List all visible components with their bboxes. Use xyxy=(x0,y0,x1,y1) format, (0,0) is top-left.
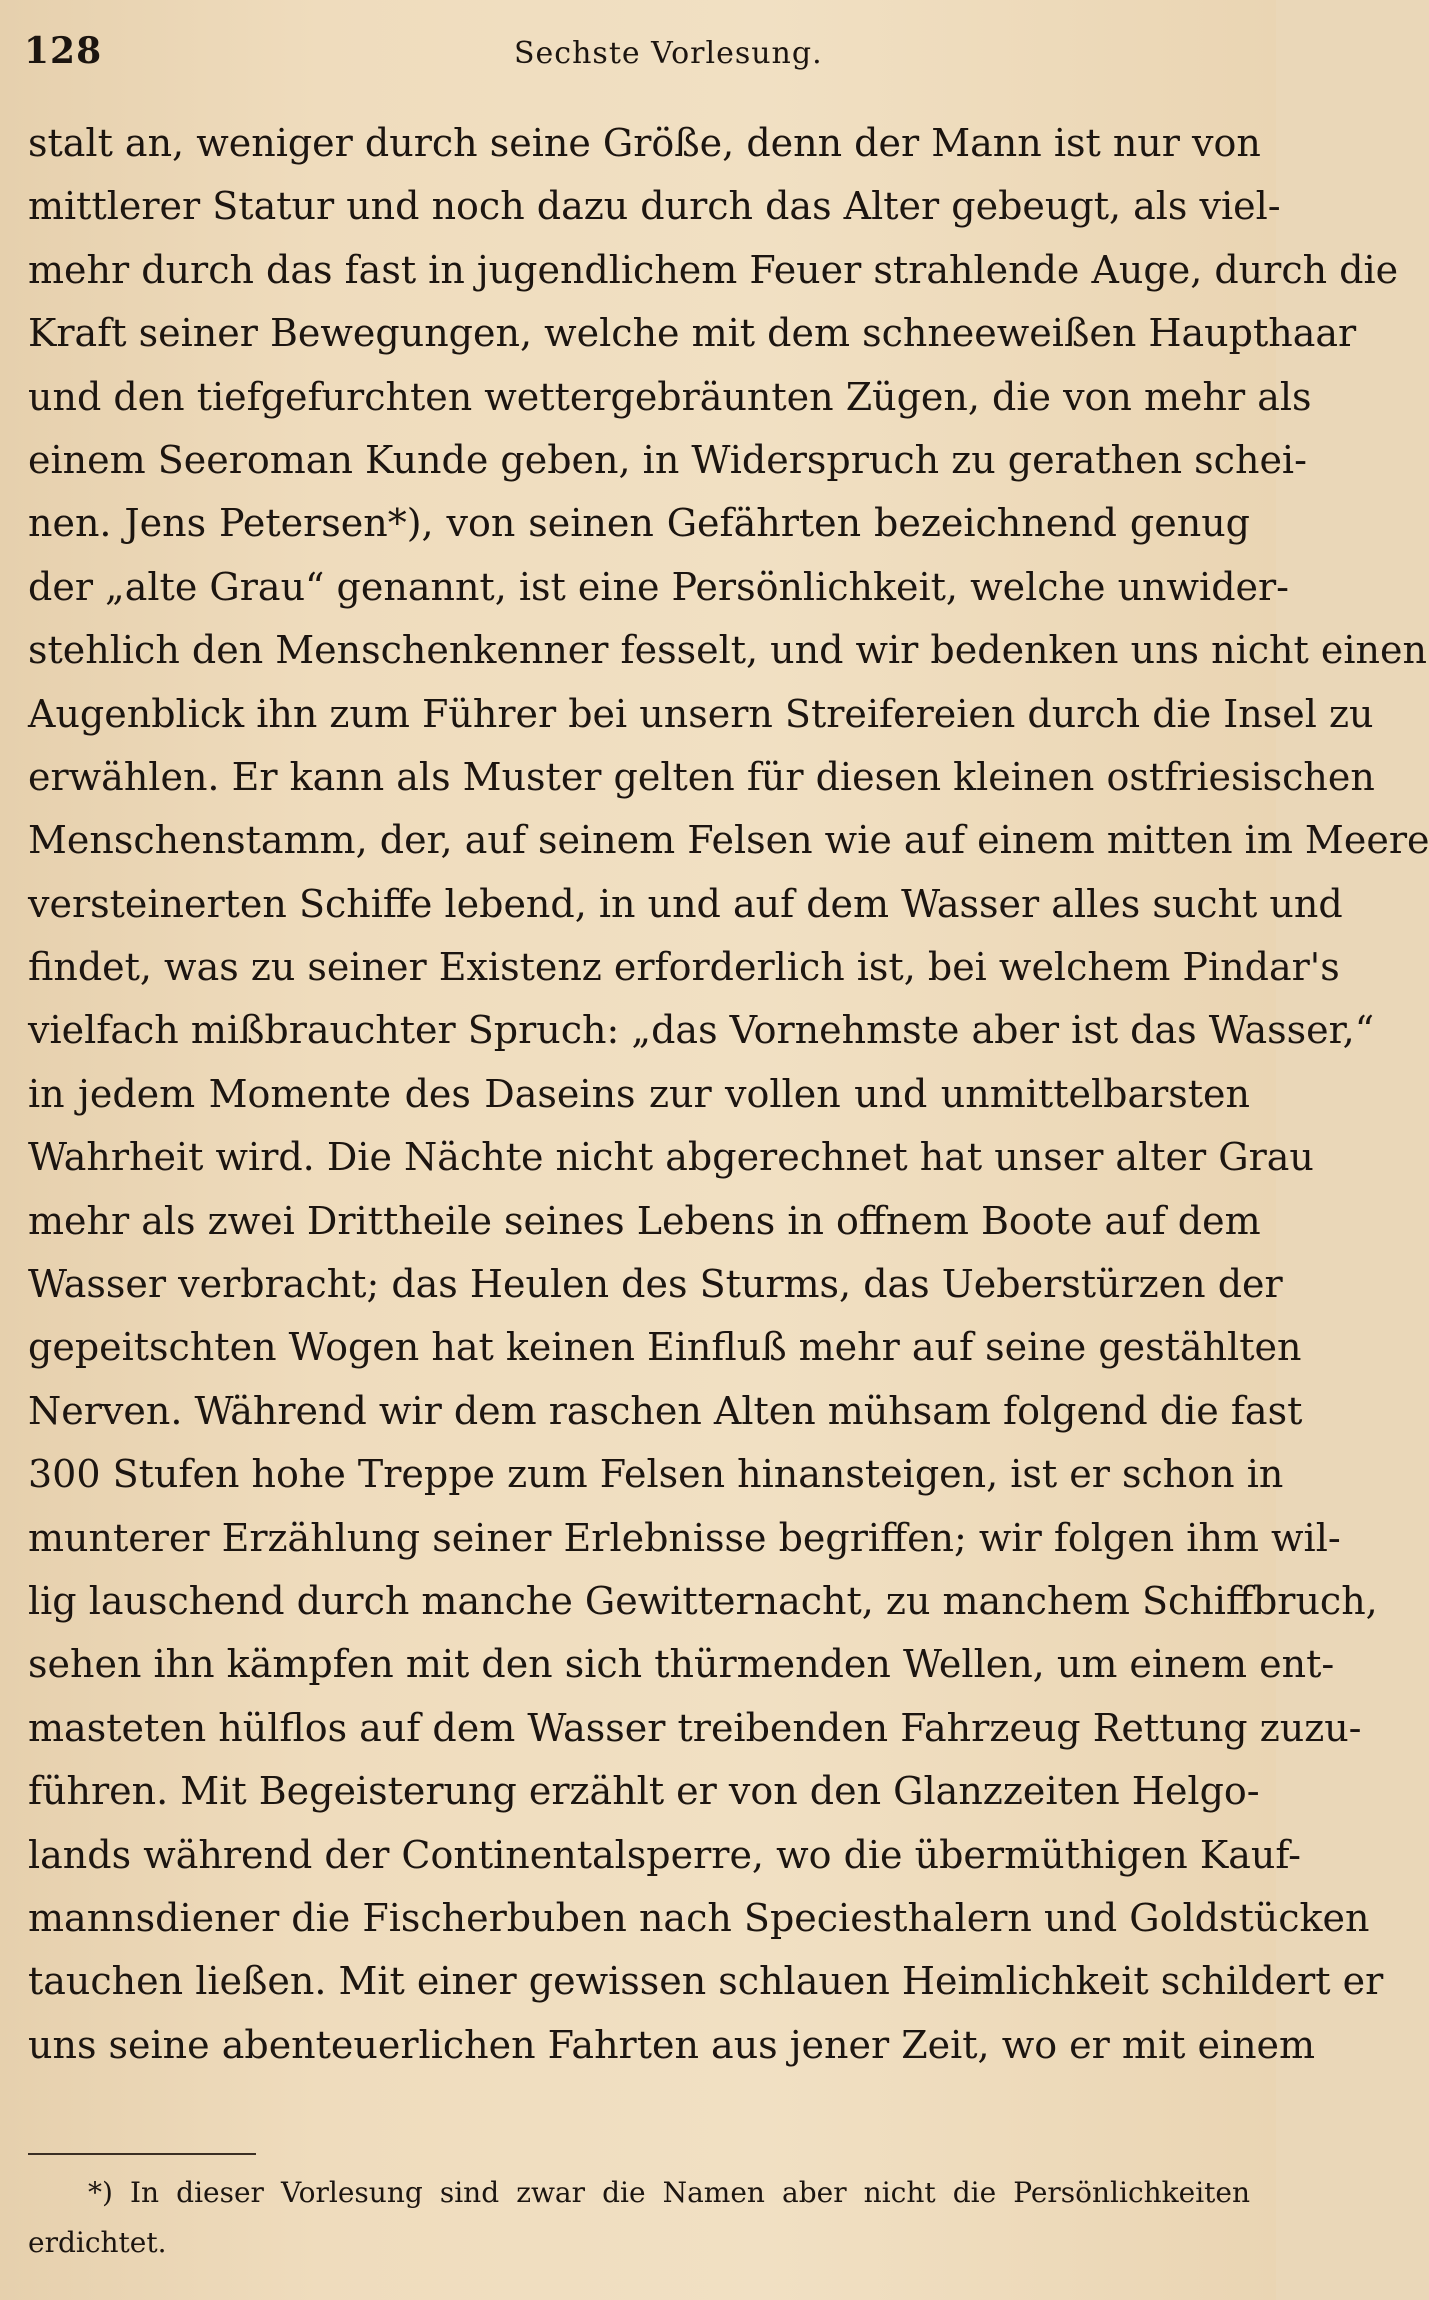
page-number: 128 xyxy=(24,30,103,72)
text-line: sehen ihn kämpfen mit den sich thürmenden Wellen, um einem ent- xyxy=(28,1642,1335,1687)
text-line: Wasser verbracht; das Heulen des Sturms, das Ueberstürzen der xyxy=(28,1262,1283,1307)
text-line: mittlerer Statur und noch dazu durch das Alter gebeugt, als viel- xyxy=(28,184,1281,229)
text-line: mannsdiener die Fischerbuben nach Speciesthalern und Goldstücken xyxy=(28,1895,1370,1940)
text-line: und den tiefgefurchten wettergebräunten Zügen, die von mehr als xyxy=(28,374,1312,419)
footnote-rule xyxy=(28,2153,256,2155)
text-line: stalt an, weniger durch seine Größe, denn der Mann ist nur von xyxy=(28,121,1261,165)
text-line: findet, was zu seiner Existenz erforderlich ist, bei welchem Pindar's xyxy=(28,945,1340,990)
footnote-line: erdichtet. xyxy=(28,2226,167,2259)
text-line: Menschenstamm, der, auf seinem Felsen wie auf einem mitten im Meere xyxy=(28,818,1429,863)
footnotes xyxy=(28,2168,1250,2268)
text-line: gepeitschten Wogen hat keinen Einfluß mehr auf seine gestählten xyxy=(28,1325,1302,1370)
text-line: lands während der Continentalsperre, wo die übermüthigen Kauf- xyxy=(28,1832,1301,1877)
text-line: der „alte Grau“ genannt, ist eine Persönlichkeit, welche unwider- xyxy=(28,564,1290,609)
text-line: Augenblick ihn zum Führer bei unsern Streifereien durch die Insel zu xyxy=(28,691,1374,736)
text-line: uns seine abenteuerlichen Fahrten aus jener Zeit, wo er mit einem xyxy=(28,2022,1316,2067)
text-line: tauchen ließen. Mit einer gewissen schlauen Heimlichkeit schildert er xyxy=(28,1959,1384,2004)
text-line: Nerven. Während wir dem raschen Alten mühsam folgend die fast xyxy=(28,1388,1303,1433)
text-line: nen. Jens Petersen*), von seinen Gefährten bezeichnend genug xyxy=(28,501,1250,546)
text-line: lig lauschend durch manche Gewitternacht, zu manchem Schiffbruch, xyxy=(28,1578,1378,1623)
text-line: munterer Erzählung seiner Erlebnisse begriffen; wir folgen ihm wil- xyxy=(28,1515,1341,1560)
text-line: versteinerten Schiffe lebend, in und auf dem Wasser alles sucht und xyxy=(28,881,1343,926)
text-line: mehr als zwei Drittheile seines Lebens in offnem Boote auf dem xyxy=(28,1198,1261,1243)
text-line: erwählen. Er kann als Muster gelten für diesen kleinen ostfriesischen xyxy=(28,754,1375,799)
text-line: 300 Stufen hohe Treppe zum Felsen hinansteigen, ist er schon in xyxy=(28,1452,1284,1497)
body-text xyxy=(28,112,1429,2077)
text-line: in jedem Momente des Daseins zur vollen und unmittelbarsten xyxy=(28,1071,1250,1116)
footnote-line: *) In dieser Vorlesung sind zwar die Namen aber nicht die Persönlichkeiten xyxy=(88,2176,1250,2209)
text-line: Wahrheit wird. Die Nächte nicht abgerechnet hat unser alter Grau xyxy=(28,1135,1314,1180)
page-header xyxy=(24,30,1246,80)
text-line: führen. Mit Begeisterung erzählt er von den Glanzzeiten Helgo- xyxy=(28,1769,1260,1814)
text-line: einem Seeroman Kunde geben, in Widerspruch zu gerathen schei- xyxy=(28,437,1307,482)
text-line: Kraft seiner Bewegungen, welche mit dem schneeweißen Haupthaar xyxy=(28,311,1357,356)
text-line: stehlich den Menschenkenner fesselt, und wir bedenken uns nicht einen xyxy=(28,628,1427,673)
text-line: masteten hülflos auf dem Wasser treibenden Fahrzeug Rettung zuzu- xyxy=(28,1705,1362,1750)
text-line: mehr durch das fast in jugendlichem Feuer strahlende Auge, durch die xyxy=(28,247,1399,292)
running-head: Sechste Vorlesung. xyxy=(514,36,823,71)
text-line: vielfach mißbrauchter Spruch: „das Vornehmste aber ist das Wasser,“ xyxy=(28,1008,1375,1053)
